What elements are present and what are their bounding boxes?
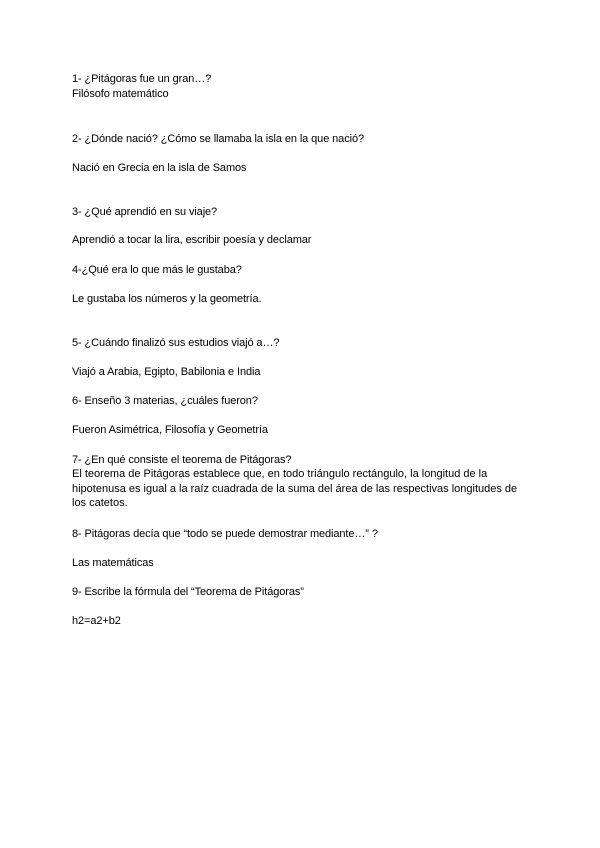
question-6: 6- Enseño 3 materias, ¿cuáles fueron? — [72, 395, 258, 407]
question-7: 7- ¿En qué consiste el teorema de Pitágoras? — [72, 454, 292, 466]
answer-6: Fueron Asimétrica, Filosofía y Geometría — [72, 424, 268, 436]
answer-1: Filósofo matemático — [72, 88, 169, 100]
answer-9: h2=a2+b2 — [72, 615, 121, 627]
answer-2: Nació en Grecia en la isla de Samos — [72, 162, 247, 174]
question-3: 3- ¿Qué aprendió en su viaje? — [72, 206, 218, 218]
question-4: 4-¿Qué era lo que más le gustaba? — [72, 264, 242, 276]
question-1: 1- ¿Pitágoras fue un gran…? — [72, 73, 212, 85]
question-9: 9- Escribe la fórmula del “Teorema de Pitágoras” — [72, 586, 304, 598]
answer-3: Aprendió a tocar la lira, escribir poesía y declamar — [72, 234, 312, 246]
question-5: 5- ¿Cuándo finalizó sus estudios viajó a…? — [72, 337, 280, 349]
answer-7: El teorema de Pitágoras establece que, en todo triángulo rectángulo, la longitud de la hipotenusa es igual a la raíz cuadrada de la suma del área de las respectivas longitudes de los catetos. — [72, 468, 518, 509]
answer-4: Le gustaba los números y la geometría. — [72, 293, 262, 305]
answer-8: Las matemáticas — [72, 557, 154, 569]
question-2: 2- ¿Dónde nació? ¿Cómo se llamaba la isla en la que nació? — [72, 133, 364, 145]
answer-5: Viajó a Arabia, Egipto, Babilonia e India — [72, 366, 261, 378]
question-8: 8- Pitágoras decía que “todo se puede demostrar mediante…” ? — [72, 528, 378, 540]
